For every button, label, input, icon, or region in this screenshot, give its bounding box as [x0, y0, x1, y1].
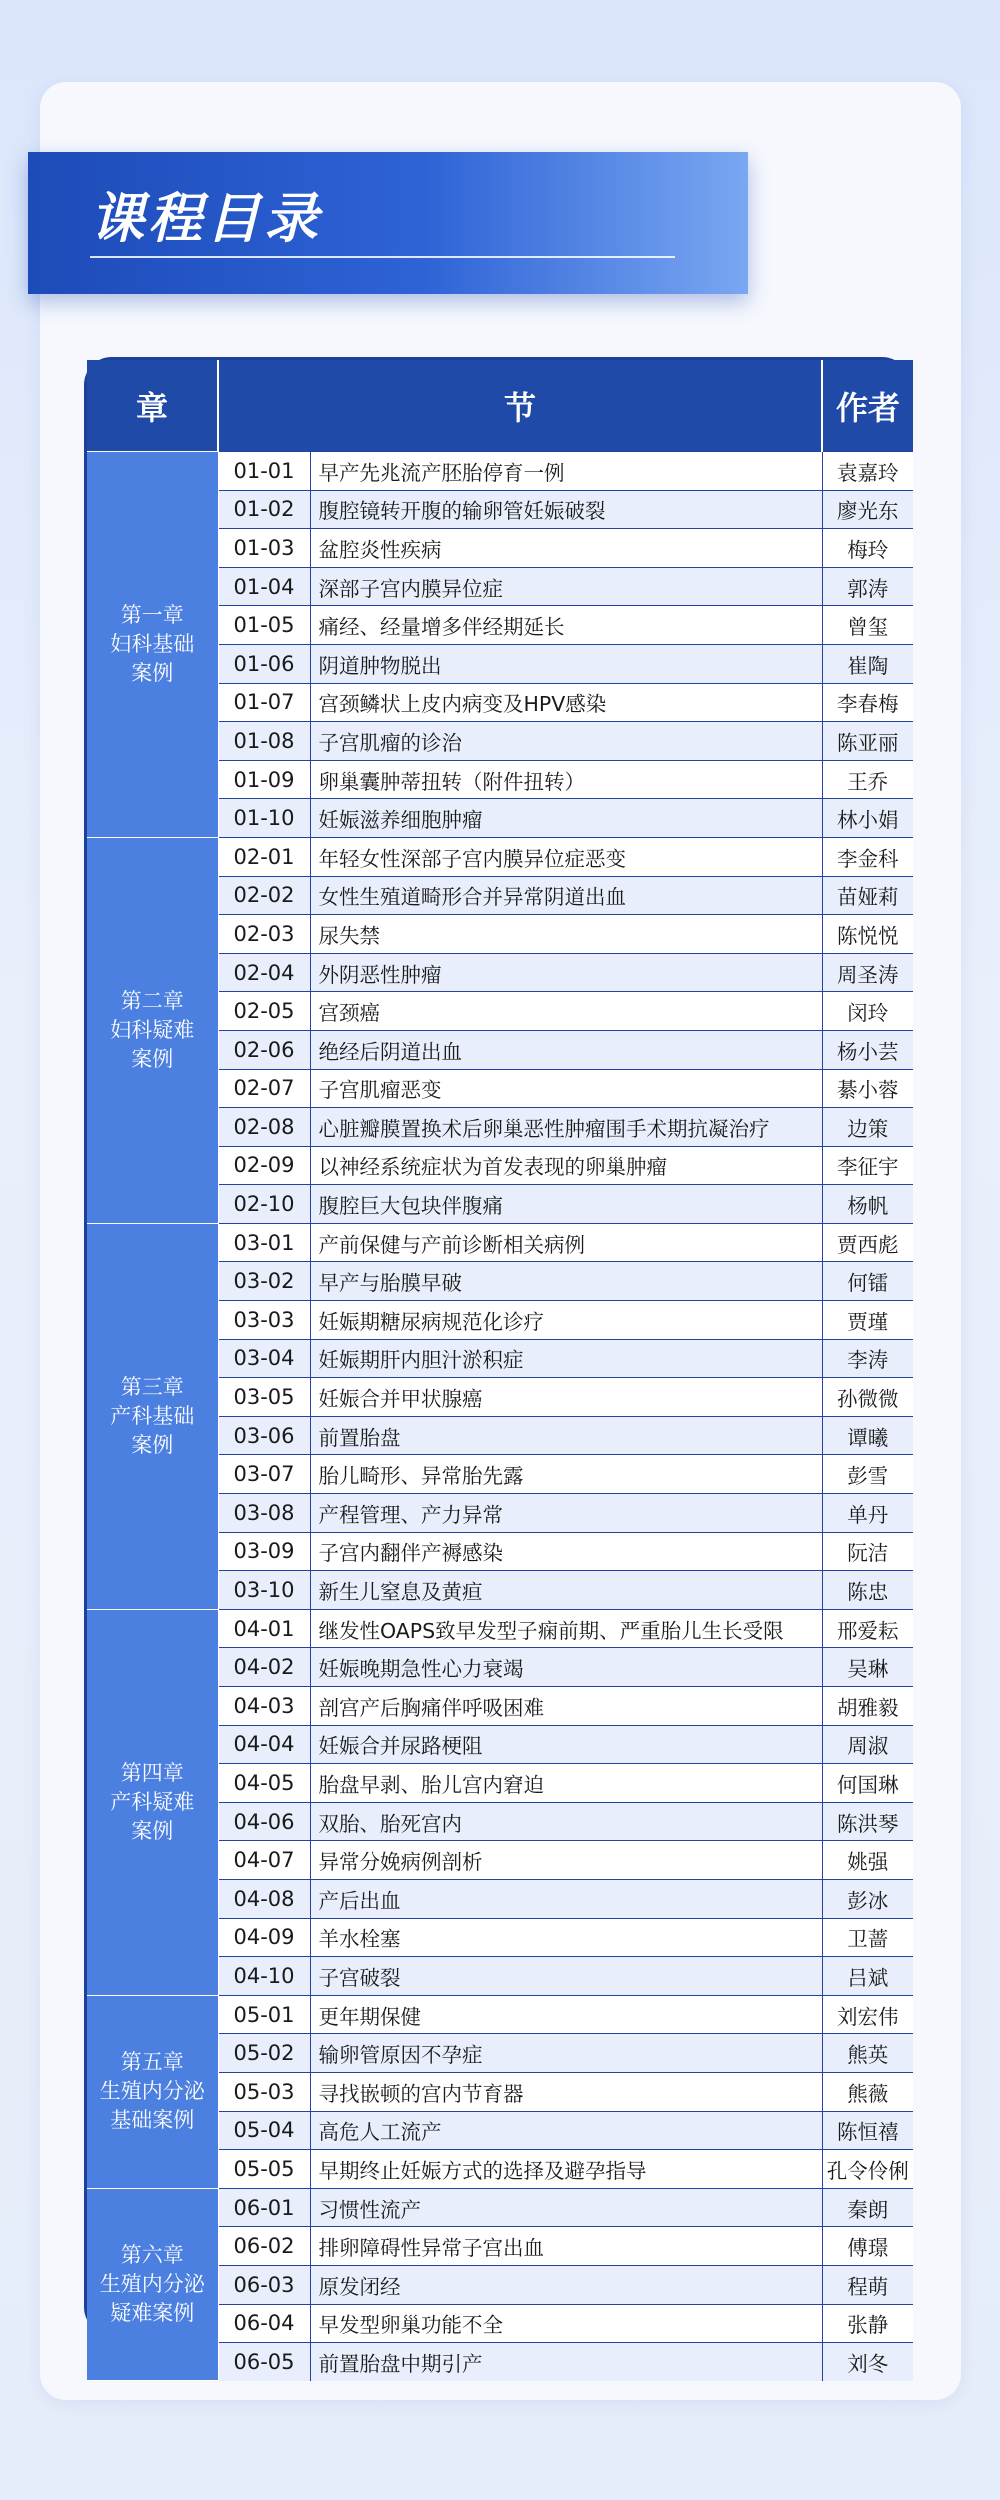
- section-number: 04-05: [218, 1764, 310, 1803]
- table-row: [87, 837, 913, 876]
- section-title: 早发型卵巢功能不全: [310, 2304, 822, 2343]
- chapter-name-line: 生殖内分泌: [99, 2079, 205, 2104]
- chapter-name-line: 案例: [131, 1046, 174, 1071]
- section-title: 羊水栓塞: [310, 1918, 822, 1957]
- title-underline: [90, 256, 675, 258]
- section-number: 01-08: [218, 722, 310, 761]
- section-author: 吴琳: [822, 1648, 913, 1687]
- section-author: 陈悦悦: [822, 915, 913, 954]
- section-title: 寻找嵌顿的宫内节育器: [310, 2072, 822, 2111]
- section-title: 输卵管原因不孕症: [310, 2034, 822, 2073]
- chapter-cell: [87, 1995, 218, 2188]
- section-number: 01-02: [218, 490, 310, 529]
- section-number: 05-02: [218, 2034, 310, 2073]
- chapter-name-line: 第六章: [120, 2242, 184, 2267]
- section-title: 更年期保健: [310, 1995, 822, 2034]
- section-number: 02-10: [218, 1185, 310, 1224]
- section-title: 新生儿窒息及黄疸: [310, 1571, 822, 1610]
- section-author: 熊薇: [822, 2072, 913, 2111]
- section-number: 01-09: [218, 760, 310, 799]
- section-number: 02-03: [218, 915, 310, 954]
- section-number: 03-10: [218, 1571, 310, 1610]
- section-title: 妊娠期肝内胆汁淤积症: [310, 1339, 822, 1378]
- section-author: 陈亚丽: [822, 722, 913, 761]
- section-author: 彭雪: [822, 1455, 913, 1494]
- chapter-cell: [87, 2188, 218, 2380]
- chapter-name-line: 案例: [131, 660, 174, 685]
- section-number: 03-05: [218, 1378, 310, 1417]
- section-author: 胡雅毅: [822, 1687, 913, 1726]
- section-author: 张静: [822, 2304, 913, 2343]
- section-author: 杨小芸: [822, 1030, 913, 1069]
- section-title: 卵巢囊肿蒂扭转（附件扭转）: [310, 760, 822, 799]
- chapter-name-line: 生殖内分泌: [99, 2271, 205, 2296]
- section-number: 02-09: [218, 1146, 310, 1185]
- table-row: [87, 452, 913, 491]
- section-number: 03-06: [218, 1416, 310, 1455]
- section-number: 05-01: [218, 1995, 310, 2034]
- section-title: 妊娠合并尿路梗阻: [310, 1725, 822, 1764]
- section-author: 梅玲: [822, 529, 913, 568]
- section-title: 子宫破裂: [310, 1957, 822, 1996]
- section-title: 剖宫产后胸痛伴呼吸困难: [310, 1687, 822, 1726]
- section-number: 05-03: [218, 2072, 310, 2111]
- section-title: 异常分娩病例剖析: [310, 1841, 822, 1880]
- section-author: 周圣涛: [822, 953, 913, 992]
- section-number: 06-01: [218, 2188, 310, 2227]
- chapter-name-line: 第二章: [120, 988, 184, 1013]
- section-number: 04-04: [218, 1725, 310, 1764]
- chapter-name-line: 基础案例: [110, 2108, 195, 2133]
- section-author: 秦朗: [822, 2188, 913, 2227]
- section-number: 05-05: [218, 2150, 310, 2189]
- section-title: 深部子宫内膜异位症: [310, 567, 822, 606]
- section-author: 熊英: [822, 2034, 913, 2073]
- section-number: 01-03: [218, 529, 310, 568]
- section-author: 邢爱耘: [822, 1609, 913, 1648]
- section-title: 原发闭经: [310, 2265, 822, 2304]
- section-number: 03-08: [218, 1494, 310, 1533]
- section-number: 02-05: [218, 992, 310, 1031]
- section-number: 04-01: [218, 1609, 310, 1648]
- chapter-cell: [87, 1609, 218, 1995]
- section-title: 痛经、经量增多伴经期延长: [310, 606, 822, 645]
- section-number: 01-05: [218, 606, 310, 645]
- section-number: 04-03: [218, 1687, 310, 1726]
- table-row: [87, 2188, 913, 2227]
- section-title: 继发性OAPS致早发型子痫前期、严重胎儿生长受限: [310, 1609, 822, 1648]
- chapter-cell: [87, 837, 218, 1223]
- chapter-name-line: 产科基础: [110, 1403, 195, 1428]
- section-title: 高危人工流产: [310, 2111, 822, 2150]
- section-author: 周淑: [822, 1725, 913, 1764]
- section-number: 02-01: [218, 837, 310, 876]
- section-author: 陈洪琴: [822, 1802, 913, 1841]
- section-author: 李征宇: [822, 1146, 913, 1185]
- chapter-name-line: 妇科疑难: [110, 1017, 195, 1042]
- section-number: 06-04: [218, 2304, 310, 2343]
- section-author: 边策: [822, 1108, 913, 1147]
- section-author: 姚强: [822, 1841, 913, 1880]
- section-title: 早产与胎膜早破: [310, 1262, 822, 1301]
- chapter-name-line: 妇科基础: [110, 631, 195, 656]
- section-number: 01-07: [218, 683, 310, 722]
- section-number: 01-04: [218, 567, 310, 606]
- section-author: 崔陶: [822, 644, 913, 683]
- chapter-name-line: 第一章: [120, 602, 184, 627]
- section-author: 何国琳: [822, 1764, 913, 1803]
- section-author: 袁嘉玲: [822, 452, 913, 491]
- section-number: 04-06: [218, 1802, 310, 1841]
- course-table: [84, 357, 910, 2376]
- section-author: 李金科: [822, 837, 913, 876]
- chapter-name-line: 案例: [131, 1818, 174, 1843]
- table-row: [87, 1609, 913, 1648]
- section-author: 廖光东: [822, 490, 913, 529]
- section-author: 苗娅莉: [822, 876, 913, 915]
- section-title: 妊娠晚期急性心力衰竭: [310, 1648, 822, 1687]
- section-title: 腹腔镜转开腹的输卵管妊娠破裂: [310, 490, 822, 529]
- section-number: 04-02: [218, 1648, 310, 1687]
- chapter-name-line: 疑难案例: [110, 2300, 195, 2325]
- section-author: 谭曦: [822, 1416, 913, 1455]
- section-title: 产前保健与产前诊断相关病例: [310, 1223, 822, 1262]
- table-header-row: [87, 360, 913, 452]
- section-number: 06-05: [218, 2343, 310, 2381]
- section-author: 陈恒禧: [822, 2111, 913, 2150]
- section-number: 06-02: [218, 2227, 310, 2266]
- section-number: 03-09: [218, 1532, 310, 1571]
- section-author: 贾瑾: [822, 1301, 913, 1340]
- section-title: 宫颈癌: [310, 992, 822, 1031]
- chapter-name-line: 案例: [131, 1432, 174, 1457]
- section-title: 宫颈鳞状上皮内病变及HPV感染: [310, 683, 822, 722]
- section-title: 女性生殖道畸形合并异常阴道出血: [310, 876, 822, 915]
- section-number: 04-10: [218, 1957, 310, 1996]
- section-title: 子宫肌瘤恶变: [310, 1069, 822, 1108]
- section-author: 孔令伶俐: [822, 2150, 913, 2189]
- section-title: 盆腔炎性疾病: [310, 529, 822, 568]
- chapter-cell: [87, 1223, 218, 1609]
- section-number: 04-09: [218, 1918, 310, 1957]
- table-body: [87, 452, 913, 2381]
- table-row: [87, 1223, 913, 1262]
- section-number: 01-01: [218, 452, 310, 491]
- section-number: 02-07: [218, 1069, 310, 1108]
- section-number: 04-07: [218, 1841, 310, 1880]
- section-title: 早期终止妊娠方式的选择及避孕指导: [310, 2150, 822, 2189]
- section-number: 02-02: [218, 876, 310, 915]
- section-title: 习惯性流产: [310, 2188, 822, 2227]
- chapter-name-line: 产科疑难: [110, 1789, 195, 1814]
- section-title: 阴道肿物脱出: [310, 644, 822, 683]
- section-title: 排卵障碍性异常子宫出血: [310, 2227, 822, 2266]
- section-author: 卫蔷: [822, 1918, 913, 1957]
- section-title: 产程管理、产力异常: [310, 1494, 822, 1533]
- table-row: [87, 1995, 913, 2034]
- section-number: 03-07: [218, 1455, 310, 1494]
- section-title: 妊娠滋养细胞肿瘤: [310, 799, 822, 838]
- section-number: 01-10: [218, 799, 310, 838]
- section-author: 刘冬: [822, 2343, 913, 2381]
- section-author: 何镭: [822, 1262, 913, 1301]
- section-title: 胎盘早剥、胎儿宫内窘迫: [310, 1764, 822, 1803]
- section-author: 綦小蓉: [822, 1069, 913, 1108]
- section-title: 产后出血: [310, 1879, 822, 1918]
- chapter-name-line: 第三章: [120, 1374, 184, 1399]
- section-author: 郭涛: [822, 567, 913, 606]
- title-banner: [28, 152, 748, 294]
- section-title: 妊娠期糖尿病规范化诊疗: [310, 1301, 822, 1340]
- section-title: 外阴恶性肿瘤: [310, 953, 822, 992]
- section-author: 单丹: [822, 1494, 913, 1533]
- section-title: 心脏瓣膜置换术后卵巢恶性肿瘤围手术期抗凝治疗: [310, 1108, 822, 1147]
- section-title: 早产先兆流产胚胎停育一例: [310, 452, 822, 491]
- section-number: 03-01: [218, 1223, 310, 1262]
- section-title: 前置胎盘中期引产: [310, 2343, 822, 2381]
- section-author: 闵玲: [822, 992, 913, 1031]
- section-author: 杨帆: [822, 1185, 913, 1224]
- page-title: 课程目录: [90, 187, 322, 250]
- section-title: 妊娠合并甲状腺癌: [310, 1378, 822, 1417]
- section-author: 傅璟: [822, 2227, 913, 2266]
- section-author: 陈忠: [822, 1571, 913, 1610]
- header-section: 节: [218, 360, 822, 452]
- section-number: 06-03: [218, 2265, 310, 2304]
- chapter-name-line: 第四章: [120, 1760, 184, 1785]
- section-author: 林小娟: [822, 799, 913, 838]
- section-title: 尿失禁: [310, 915, 822, 954]
- header-chapter: 章: [87, 360, 218, 452]
- section-number: 05-04: [218, 2111, 310, 2150]
- section-title: 年轻女性深部子宫内膜异位症恶变: [310, 837, 822, 876]
- section-author: 曾玺: [822, 606, 913, 645]
- chapter-name-line: 第五章: [120, 2050, 184, 2075]
- section-number: 03-03: [218, 1301, 310, 1340]
- section-author: 阮洁: [822, 1532, 913, 1571]
- chapter-cell: [87, 452, 218, 838]
- section-number: 03-04: [218, 1339, 310, 1378]
- section-title: 双胎、胎死宫内: [310, 1802, 822, 1841]
- section-author: 李春梅: [822, 683, 913, 722]
- section-number: 04-08: [218, 1879, 310, 1918]
- section-title: 子宫肌瘤的诊治: [310, 722, 822, 761]
- section-author: 彭冰: [822, 1879, 913, 1918]
- section-title: 绝经后阴道出血: [310, 1030, 822, 1069]
- section-author: 刘宏伟: [822, 1995, 913, 2034]
- section-author: 吕斌: [822, 1957, 913, 1996]
- section-author: 孙微微: [822, 1378, 913, 1417]
- section-author: 王乔: [822, 760, 913, 799]
- section-number: 02-08: [218, 1108, 310, 1147]
- section-title: 以神经系统症状为首发表现的卵巢肿瘤: [310, 1146, 822, 1185]
- header-author: 作者: [822, 360, 913, 452]
- section-title: 子宫内翻伴产褥感染: [310, 1532, 822, 1571]
- section-author: 程萌: [822, 2265, 913, 2304]
- section-number: 02-04: [218, 953, 310, 992]
- section-title: 胎儿畸形、异常胎先露: [310, 1455, 822, 1494]
- section-number: 01-06: [218, 644, 310, 683]
- section-title: 腹腔巨大包块伴腹痛: [310, 1185, 822, 1224]
- section-author: 李涛: [822, 1339, 913, 1378]
- section-number: 03-02: [218, 1262, 310, 1301]
- section-title: 前置胎盘: [310, 1416, 822, 1455]
- section-author: 贾西彪: [822, 1223, 913, 1262]
- section-number: 02-06: [218, 1030, 310, 1069]
